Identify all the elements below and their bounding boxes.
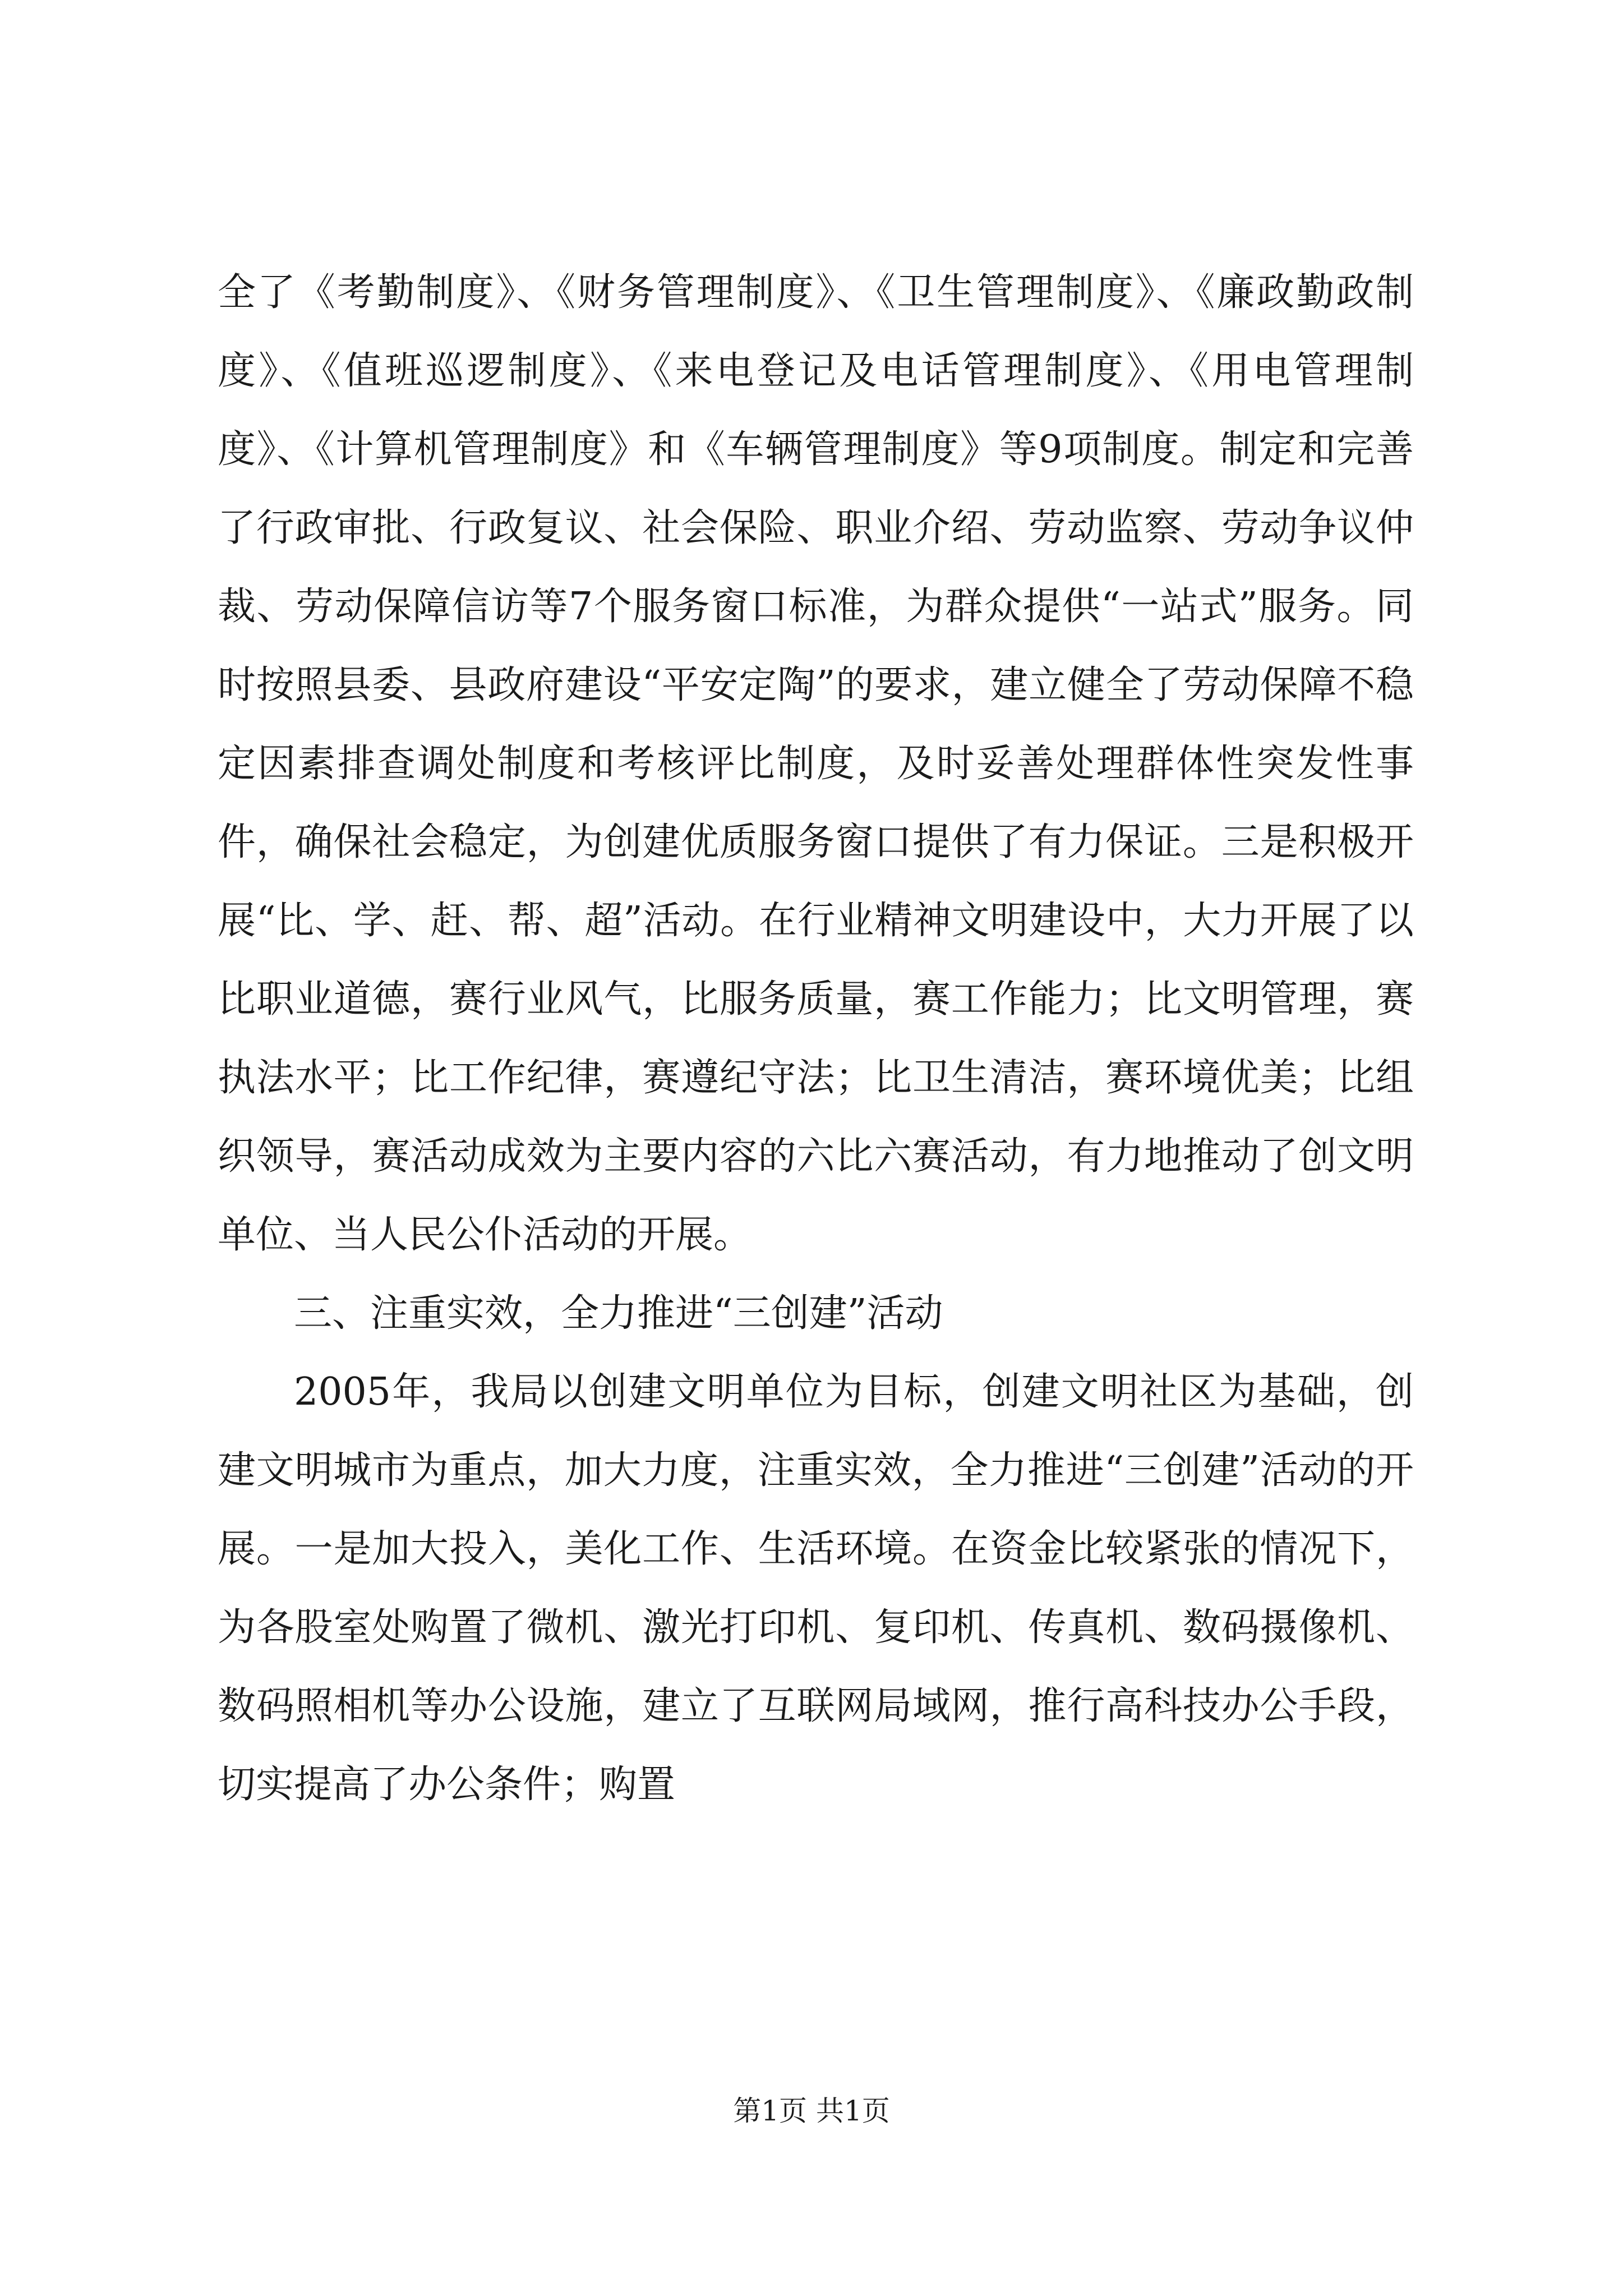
body-paragraph: 全了《考勤制度》、《财务管理制度》、《卫生管理制度》、《廉政勤政制度》、《值班巡逻制度》、《来电登记及电话管理制度》、《用电管理制度》、《计算机管理制度》和《车辆管理制度》等9项制度。制定和完善了行政审批、行政复议、社会保险、职业介绍、劳动监察、劳动争议仲裁、劳动保障信访等7个服务窗口标准，为群众提供“一站式”服务。同时按照县委、县政府建设“平安定陶”的要求，建立健全了劳动保障不稳定因素排查调处制度和考核评比制度，及时妥善处理群体性突发性事件，确保社会稳定，为创建优质服务窗口提供了有力保证。三是积极开展“比、学、赶、帮、超”活动。在行业精神文明建设中，大力开展了以比职业道德，赛行业风气，比服务质量，赛工作能力；比文明管理，赛执法水平；比工作纪律，赛遵纪守法；比卫生清洁，赛环境优美；比组织领导，赛活动成效为主要内容的六比六赛活动，有力地推动了创文明单位、当人民公仆活动的开展。 [218,270,1414,1257]
page-footer: 第1页 共1页 [733,2095,890,2127]
document-body [218,254,1414,1824]
section-heading: 三、注重实效，全力推进“三创建”活动 [294,1291,943,1336]
body-paragraph: 2005年，我局以创建文明单位为目标，创建文明社区为基础，创建文明城市为重点，加大力度，注重实效，全力推进“三创建”活动的开展。一是加大投入，美化工作、生活环境。在资金比较紧张的情况下，为各股室处购置了微机、激光打印机、复印机、传真机、数码摄像机、数码照相机等办公设施，建立了互联网局域网，推行高科技办公手段，切实提高了办公条件；购置 [218,1370,1414,1807]
